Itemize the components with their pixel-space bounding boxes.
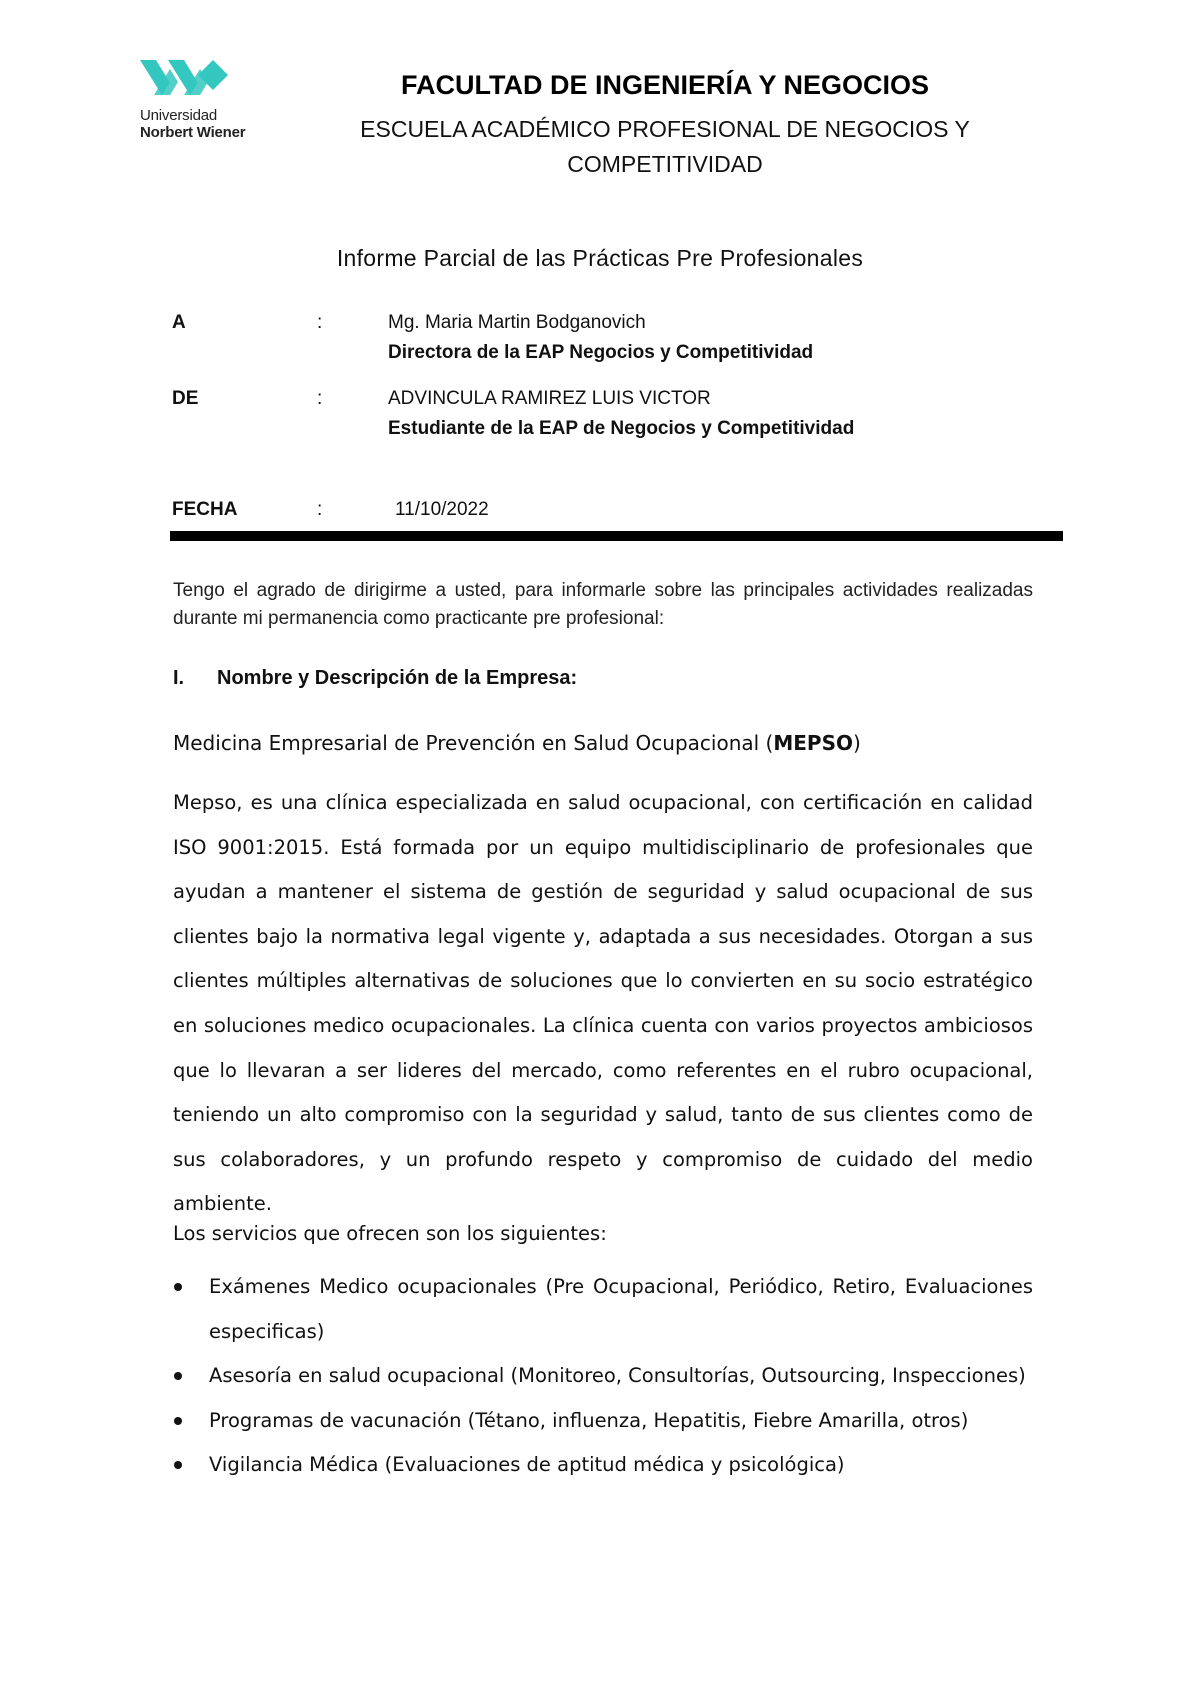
faculty-title: FACULTAD DE INGENIERÍA Y NEGOCIOS <box>400 70 930 100</box>
meta-to-name: Mg. Maria Martin Bodganovich <box>388 312 646 333</box>
company-name-suffix: ) <box>853 731 861 755</box>
intro-paragraph: Tengo el agrado de dirigirme a usted, para informarle sobre las principales actividades realizadas durante mi permanencia como practicante pre profesional: <box>173 580 1033 629</box>
meta-from-colon: : <box>317 388 323 409</box>
header-divider <box>170 531 1063 541</box>
list-item: Asesoría en salud ocupacional (Monitoreo, Consultorías, Outsourcing, Inspecciones) <box>173 1354 1033 1399</box>
company-name <box>173 731 861 755</box>
services-list <box>173 1265 1033 1488</box>
meta-from-name: ADVINCULA RAMIREZ LUIS VICTOR <box>388 388 711 409</box>
logo-line-1: Universidad <box>140 107 218 124</box>
meta-to-role: Directora de la EAP Negocios y Competitividad <box>388 342 814 363</box>
meta-to-colon: : <box>317 312 323 333</box>
section-heading <box>173 667 577 690</box>
company-description: Mepso, es una clínica especializada en salud ocupacional, con certificación en calidad ISO 9001:2015. Está formada por un equipo multidisciplinario de profesionales que ayudan a mantener el sistema de gestión de seguridad y salud ocupacional de sus clientes bajo la normativa legal vigente y, adaptada a sus necesidades. Otorgan a sus clientes múltiples alternativas de soluciones que lo convierten en su socio estratégico en soluciones medico ocupacionales. La clínica cuenta con varios proyectos ambiciosos que lo llevaran a ser lideres del mercado, como referentes en el rubro ocupacional, teniendo un alto compromiso con la seguridad y salud, tanto de sus clientes como de sus colaboradores, y un profundo respeto y compromiso de cuidado del medio ambiente. <box>173 791 1033 1216</box>
school-title <box>300 112 1030 182</box>
list-item: Programas de vacunación (Tétano, influenza, Hepatitis, Fiebre Amarilla, otros) <box>173 1399 1033 1444</box>
company-acronym: MEPSO <box>773 731 853 755</box>
meta-date-colon: : <box>317 499 323 520</box>
list-item: Vigilancia Médica (Evaluaciones de aptitud médica y psicológica) <box>173 1443 1033 1488</box>
services-intro: Los servicios que ofrecen son los siguientes: <box>173 1222 607 1245</box>
report-title: Informe Parcial de las Prácticas Pre Profesionales <box>336 245 864 271</box>
company-name-prefix: Medicina Empresarial de Prevención en Salud Ocupacional ( <box>173 731 774 755</box>
meta-to-label: A <box>172 312 186 333</box>
meta-date-value: 11/10/2022 <box>395 499 489 520</box>
list-item: Exámenes Medico ocupacionales (Pre Ocupacional, Periódico, Retiro, Evaluaciones especificas) <box>173 1265 1033 1354</box>
school-title-line-1: ESCUELA ACADÉMICO PROFESIONAL DE NEGOCIOS Y <box>360 116 970 142</box>
university-logo <box>140 55 270 141</box>
meta-from-role: Estudiante de la EAP de Negocios y Competitividad <box>388 418 855 439</box>
university-logo-mark <box>140 55 230 105</box>
section-title: Nombre y Descripción de la Empresa: <box>217 667 578 689</box>
logo-line-2: Norbert Wiener <box>140 124 246 141</box>
meta-from-label: DE <box>172 388 199 409</box>
meta-date-label: FECHA <box>172 499 238 520</box>
section-number: I. <box>173 667 185 689</box>
school-title-line-2: COMPETITIVIDAD <box>567 151 763 177</box>
